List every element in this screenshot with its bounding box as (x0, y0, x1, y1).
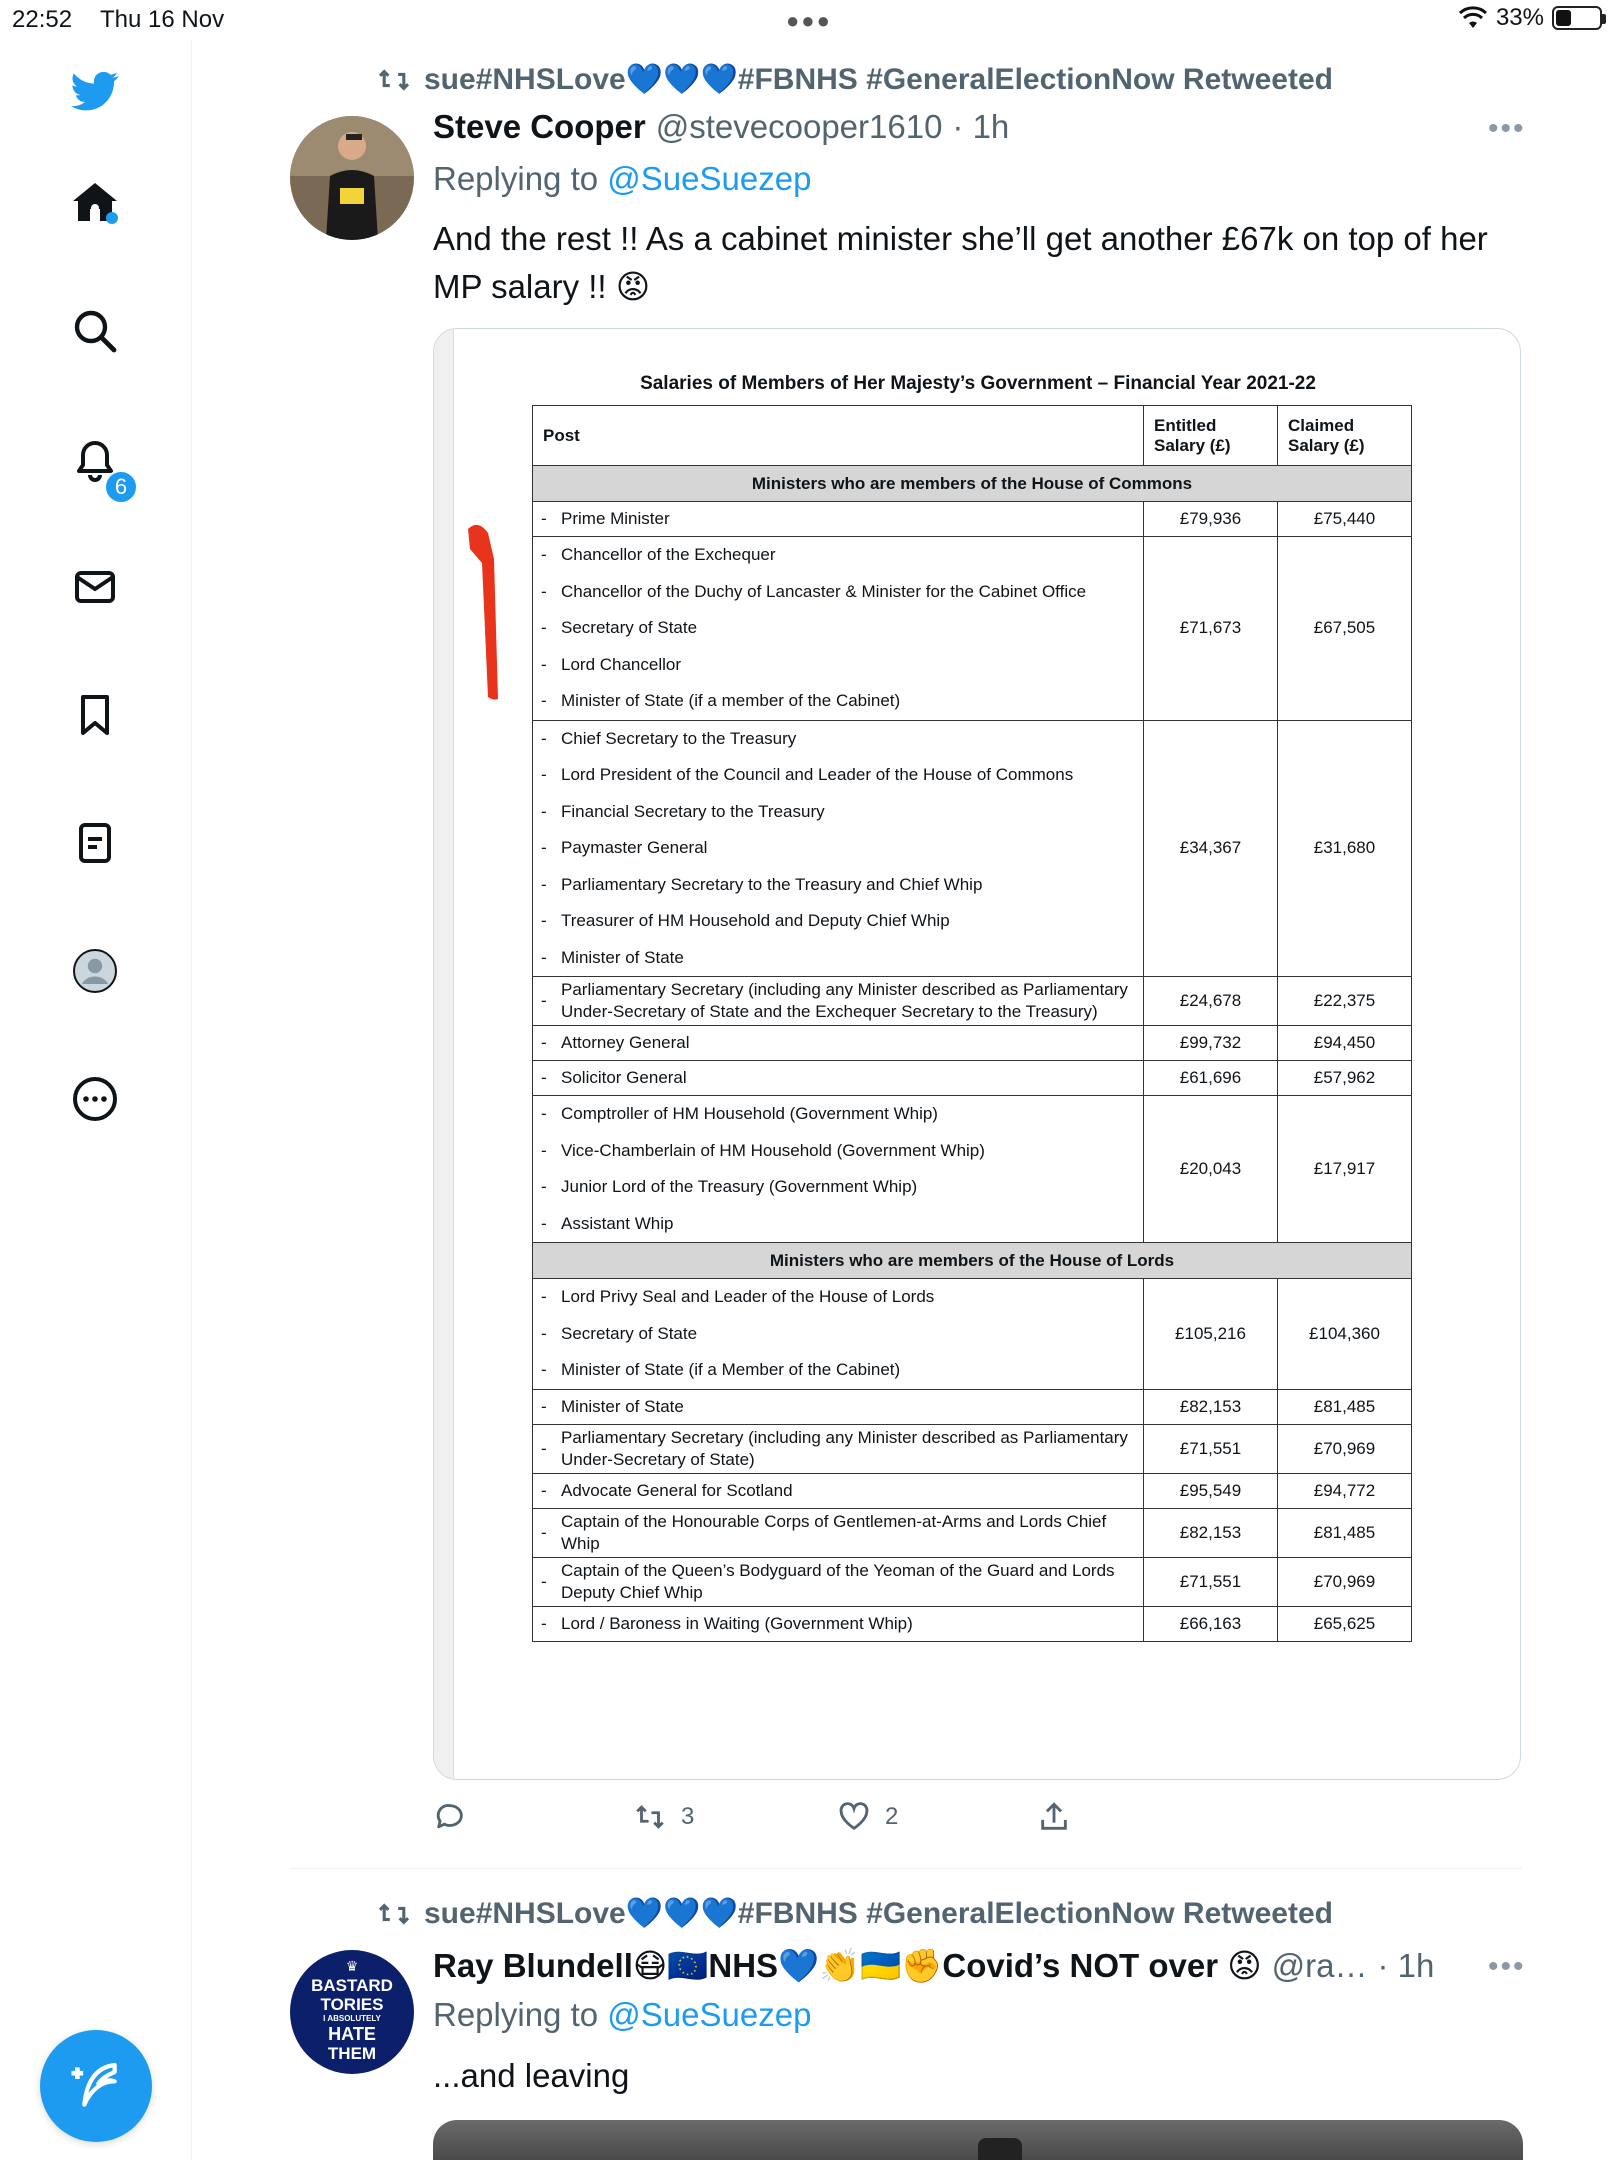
post-title: - Lord Privy Seal and Leader of the House of Lords (541, 1287, 935, 1307)
tweet1-text: And the rest !! As a cabinet minister she’ll get another £67k on top of her MP salary !! 😡 (433, 220, 1488, 305)
tweet1-replying-to (433, 160, 811, 198)
reply-prefix-2: Replying to (433, 1996, 599, 2033)
post-title: - Minister of State (541, 947, 684, 967)
post-title: - Minister of State (if a Member of the Cabinet) (541, 1360, 901, 1380)
share-button[interactable] (1037, 1800, 1071, 1834)
entitled-salary-cell: £71,673 (1144, 537, 1278, 721)
post-cell (533, 1424, 1144, 1473)
author-name-2[interactable]: Ray Blundell😷🇪🇺NHS💙👏🇺🇦✊Covid’s NOT over 😡 (433, 1947, 1262, 1984)
post-cell (533, 1279, 1144, 1390)
like-button[interactable] (837, 1800, 898, 1834)
tweet2-text: ...and leaving (433, 2057, 630, 2094)
post-title: - Parliamentary Secretary to the Treasury and Chief Whip (541, 874, 983, 894)
ray-blundell-avatar[interactable] (290, 1950, 414, 2074)
entitled-salary-cell: £82,153 (1144, 1389, 1278, 1424)
table-row (533, 1606, 1412, 1641)
claimed-salary-cell: £17,917 (1278, 1096, 1412, 1243)
post-title: - Captain of the Queen’s Bodyguard of the Yeoman of the Guard and Lords Deputy Chief Whip (541, 1560, 1115, 1602)
post-title: - Secretary of State (541, 618, 698, 638)
claimed-salary-cell: £104,360 (1278, 1279, 1412, 1390)
claimed-salary-cell: £31,680 (1278, 720, 1412, 977)
avatar-text-line: TORIES (320, 1995, 384, 2014)
table-row (533, 977, 1412, 1026)
avatar-text-line: I ABSOLUTELY (323, 2014, 381, 2023)
search-icon[interactable] (62, 298, 128, 364)
table-row (533, 720, 1412, 977)
post-title: - Advocate General for Scotland (541, 1480, 793, 1500)
entitled-salary-cell: £79,936 (1144, 502, 1278, 537)
claimed-salary-cell: £94,772 (1278, 1473, 1412, 1508)
claimed-salary-cell: £94,450 (1278, 1026, 1412, 1061)
table-row (533, 1424, 1412, 1473)
twitter-logo-icon[interactable] (62, 58, 128, 124)
retweet-count: 3 (681, 1803, 695, 1830)
table-row (533, 1389, 1412, 1424)
multitasking-dots-icon[interactable]: ●●● (786, 8, 832, 33)
table-row (533, 1096, 1412, 1243)
entitled-salary-cell: £66,163 (1144, 1606, 1278, 1641)
table-row (533, 1473, 1412, 1508)
retweet-context-2[interactable] (376, 1896, 1333, 1931)
sidebar (0, 40, 192, 2160)
section-heading: Ministers who are members of the House of Commons (533, 466, 1412, 502)
claimed-salary-cell: £81,485 (1278, 1389, 1412, 1424)
share-icon (1037, 1800, 1071, 1834)
author-name[interactable]: Steve Cooper (433, 108, 646, 145)
status-right (1458, 4, 1602, 32)
claimed-salary-cell: £75,440 (1278, 502, 1412, 537)
table-row (533, 502, 1412, 537)
section-row (533, 466, 1412, 502)
tweet1-media-document[interactable] (433, 328, 1521, 1780)
post-cell (533, 502, 1144, 537)
claimed-salary-cell: £22,375 (1278, 977, 1412, 1026)
tweet1-header (433, 108, 1009, 146)
post-cell (533, 1026, 1144, 1061)
post-title: - Junior Lord of the Treasury (Government Whip) (541, 1177, 918, 1197)
tweet1-more-options-icon[interactable]: ••• (1488, 112, 1526, 145)
tweet2-header (433, 1946, 1434, 1986)
post-title: - Solicitor General (541, 1068, 687, 1087)
retweet-context[interactable] (376, 62, 1333, 97)
bookmarks-icon[interactable] (62, 682, 128, 748)
entitled-salary-cell: £34,367 (1144, 720, 1278, 977)
post-cell (533, 1061, 1144, 1096)
author-handle[interactable]: @stevecooper1610 (655, 108, 943, 145)
avatar-text-line: BASTARD (311, 1976, 393, 1995)
battery-fill (1556, 10, 1571, 26)
status-date: Thu 16 Nov (100, 6, 225, 33)
post-title: - Assistant Whip (541, 1213, 674, 1233)
col-claimed: Claimed Salary (£) (1278, 406, 1412, 466)
crown-icon: ♛ (345, 1958, 359, 1974)
post-title: - Secretary of State (541, 1323, 698, 1343)
tweet2-more-options-icon[interactable]: ••• (1488, 1950, 1526, 1983)
profile-avatar-icon[interactable] (62, 938, 128, 1004)
entitled-salary-cell: £95,549 (1144, 1473, 1278, 1508)
table-row (533, 1557, 1412, 1606)
post-title: - Vice-Chamberlain of HM Household (Government Whip) (541, 1140, 985, 1160)
steve-cooper-avatar[interactable] (290, 116, 414, 240)
battery-icon (1552, 6, 1602, 30)
table-row (533, 537, 1412, 721)
post-title: - Minister of State (541, 1396, 684, 1416)
tweet-divider (290, 1868, 1522, 1869)
notifications-badge: 6 (104, 470, 138, 504)
post-title: - Captain of the Honourable Corps of Gentlemen-at-Arms and Lords Chief Whip (541, 1511, 1107, 1553)
reply-handle-link[interactable]: @SueSuezep (607, 160, 812, 197)
tweet2-replying-to (433, 1996, 811, 2034)
entitled-salary-cell: £61,696 (1144, 1061, 1278, 1096)
entitled-salary-cell: £71,551 (1144, 1557, 1278, 1606)
wifi-icon (1458, 6, 1488, 30)
post-title: - Parliamentary Secretary (including any Minister described as Parliamentary Under-Secretary of State and the Exchequer Secretary to the Treasury) (541, 980, 1128, 1021)
table-row (533, 1279, 1412, 1390)
post-title: - Lord / Baroness in Waiting (Government Whip) (541, 1613, 913, 1633)
post-title: - Treasurer of HM Household and Deputy Chief Whip (541, 911, 950, 931)
messages-icon[interactable] (62, 554, 128, 620)
post-title: - Lord Chancellor (541, 654, 682, 674)
lists-icon[interactable] (62, 810, 128, 876)
document-page-edge (434, 329, 454, 1779)
retweet-small-icon (376, 1900, 412, 1928)
post-cell (533, 720, 1144, 977)
tweet1-actions (433, 1800, 1133, 1840)
post-cell (533, 977, 1144, 1026)
tweet2-media-image[interactable] (433, 2120, 1523, 2160)
post-cell (533, 1389, 1144, 1424)
retweeted-by-text-2: sue#NHSLove💙💙💙#FBNHS #GeneralElectionNow Retweeted (424, 1897, 1333, 1930)
home-icon[interactable] (62, 170, 128, 236)
retweet-small-icon (376, 66, 412, 94)
post-cell (533, 537, 1144, 721)
reply-icon (433, 1800, 467, 1834)
tweet-time[interactable]: · 1h (952, 108, 1010, 145)
entitled-salary-cell: £71,551 (1144, 1424, 1278, 1473)
entitled-salary-cell: £99,732 (1144, 1026, 1278, 1061)
reply-handle-link-2[interactable]: @SueSuezep (607, 1996, 812, 2033)
entitled-salary-cell: £24,678 (1144, 977, 1278, 1026)
post-title: - Minister of State (if a member of the Cabinet) (541, 691, 901, 711)
post-title: - Paymaster General (541, 838, 708, 858)
like-count: 2 (885, 1803, 899, 1830)
claimed-salary-cell: £81,485 (1278, 1508, 1412, 1557)
media-shape (978, 2138, 1022, 2160)
entitled-salary-cell: £20,043 (1144, 1096, 1278, 1243)
section-row (533, 1243, 1412, 1279)
table-row (533, 1061, 1412, 1096)
post-title: - Attorney General (541, 1033, 690, 1052)
author-handle-2[interactable]: @ra… (1271, 1947, 1368, 1984)
post-title: - Comptroller of HM Household (Government Whip) (541, 1104, 938, 1124)
home-unread-dot (106, 212, 118, 224)
retweeted-by-text: sue#NHSLove💙💙💙#FBNHS #GeneralElectionNow Retweeted (424, 63, 1333, 96)
retweet-button[interactable] (633, 1800, 694, 1834)
reply-button[interactable] (433, 1800, 481, 1834)
salary-table (532, 405, 1412, 1642)
post-title: - Parliamentary Secretary (including any Minister described as Parliamentary Under-Secretary of State) (541, 1427, 1128, 1469)
heart-icon (837, 1800, 871, 1834)
claimed-salary-cell: £57,962 (1278, 1061, 1412, 1096)
claimed-salary-cell: £70,969 (1278, 1424, 1412, 1473)
col-entitled: Entitled Salary (£) (1144, 406, 1278, 466)
post-title: - Lord President of the Council and Leader of the House of Commons (541, 765, 1074, 785)
post-cell (533, 1606, 1144, 1641)
avatar-text (290, 1976, 414, 2063)
entitled-salary-cell: £82,153 (1144, 1508, 1278, 1557)
post-title: - Chancellor of the Duchy of Lancaster & Minister for the Cabinet Office (541, 581, 1087, 601)
post-title: - Chancellor of the Exchequer (541, 545, 776, 565)
more-options-icon[interactable] (62, 1066, 128, 1132)
claimed-salary-cell: £65,625 (1278, 1606, 1412, 1641)
table-row (533, 1508, 1412, 1557)
document-title: Salaries of Members of Her Majesty’s Government – Financial Year 2021-22 (640, 373, 1316, 394)
avatar-text-line: THEM (327, 2044, 377, 2063)
post-cell (533, 1508, 1144, 1557)
retweet-icon (633, 1800, 667, 1834)
table-header-row (533, 406, 1412, 466)
post-cell (533, 1096, 1144, 1243)
col-post: Post (533, 406, 1144, 466)
section-heading: Ministers who are members of the House of Lords (533, 1243, 1412, 1279)
post-cell (533, 1557, 1144, 1606)
post-title: - Financial Secretary to the Treasury (541, 801, 825, 821)
entitled-salary-cell: £105,216 (1144, 1279, 1278, 1390)
claimed-salary-cell: £70,969 (1278, 1557, 1412, 1606)
avatar-text-line: HATE (328, 2024, 376, 2044)
status-bar (0, 0, 1620, 40)
red-highlighter-mark (464, 519, 514, 701)
tweet-time-2[interactable]: · 1h (1377, 1947, 1435, 1984)
status-time: 22:52 (12, 6, 73, 33)
reply-prefix: Replying to (433, 160, 599, 197)
compose-feather-icon (68, 2058, 124, 2114)
post-cell (533, 1473, 1144, 1508)
compose-tweet-button[interactable] (40, 2030, 152, 2142)
battery-percent: 33% (1495, 4, 1544, 31)
post-title: - Chief Secretary to the Treasury (541, 728, 797, 748)
table-row (533, 1026, 1412, 1061)
post-title: - Prime Minister (541, 509, 670, 528)
claimed-salary-cell: £67,505 (1278, 537, 1412, 721)
